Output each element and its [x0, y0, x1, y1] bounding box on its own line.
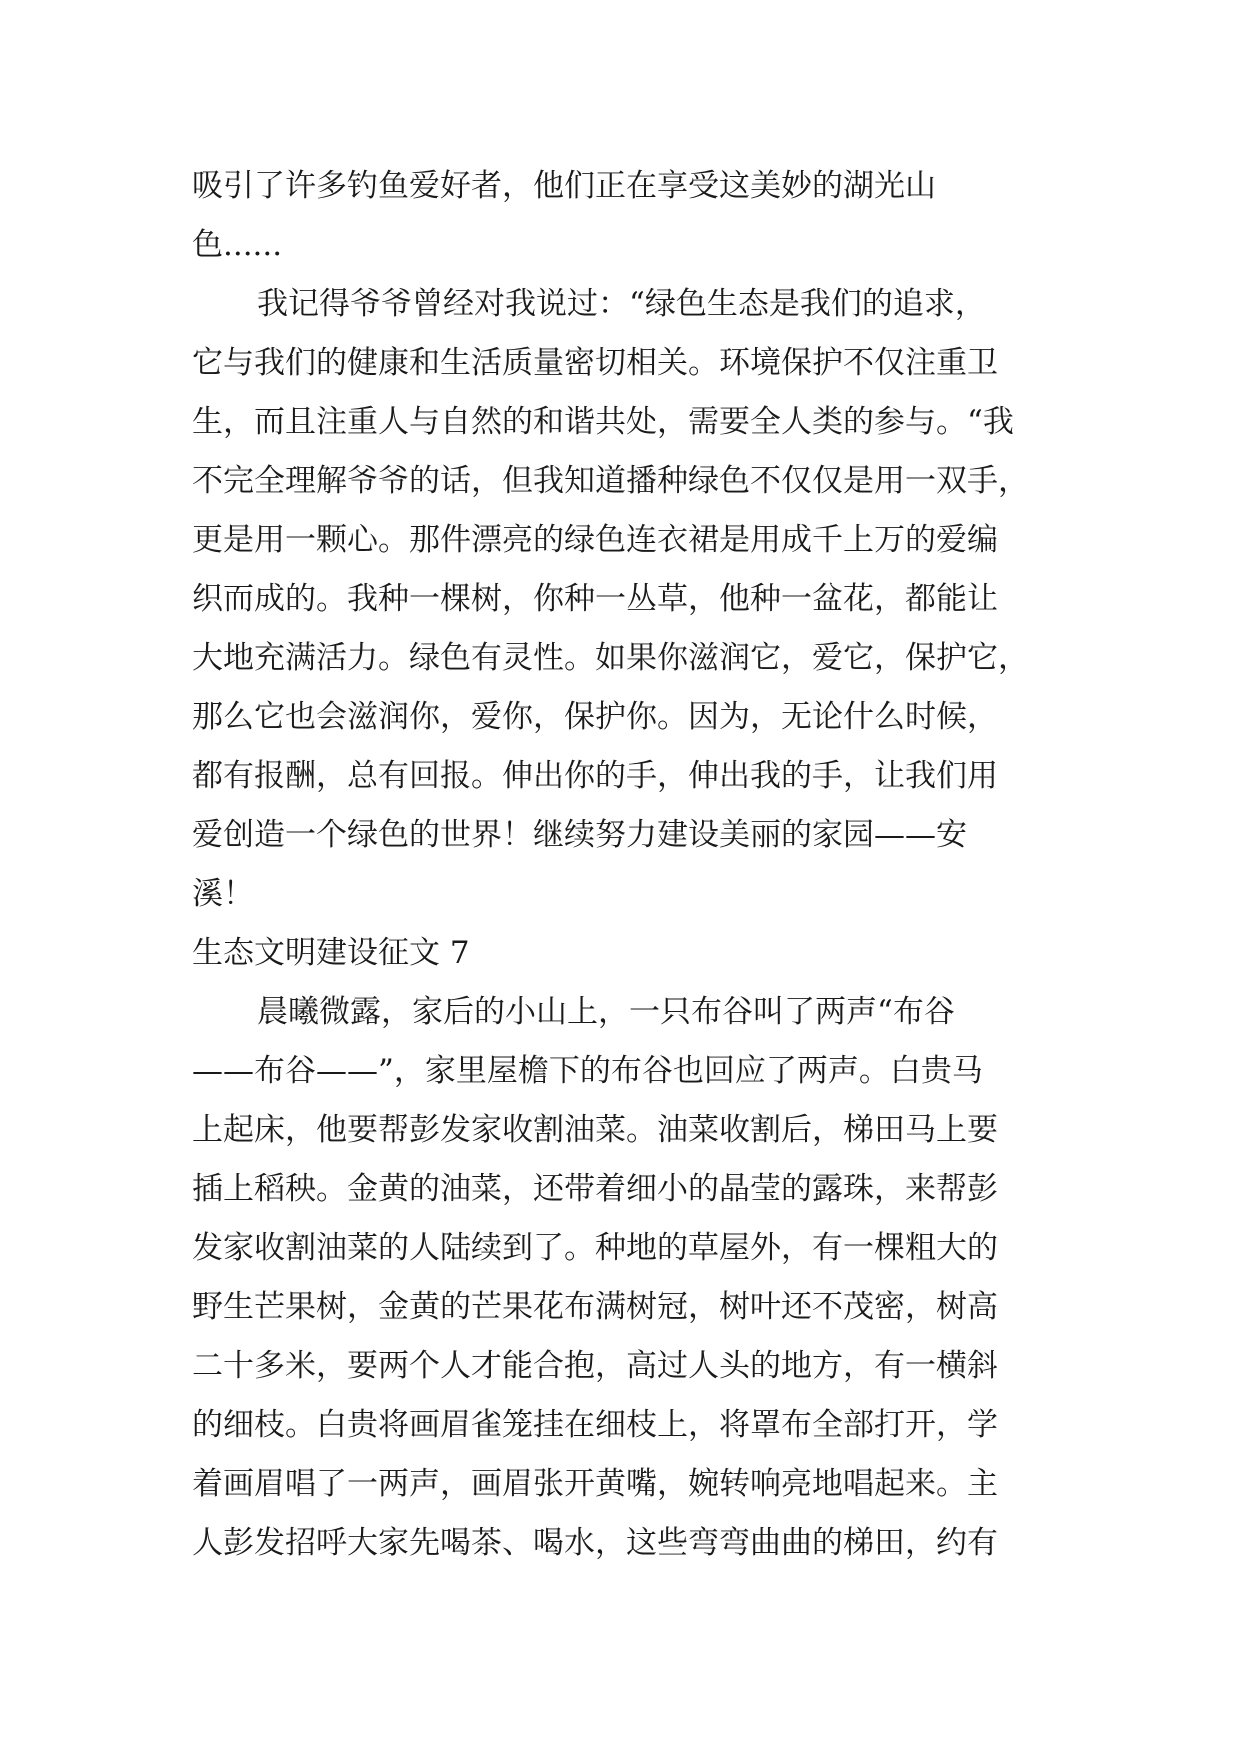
text-line: 野生芒果树，金黄的芒果花布满树冠，树叶还不茂密，树高 — [192, 1289, 998, 1325]
text-line: 大地充满活力。绿色有灵性。如果你滋润它，爱它，保护它， — [192, 640, 1029, 676]
text-line: 着画眉唱了一两声，画眉张开黄嘴，婉转响亮地唱起来。主 — [192, 1466, 998, 1502]
text-line: 织而成的。我种一棵树，你种一丛草，他种一盆花，都能让 — [192, 581, 998, 617]
text-line: 它与我们的健康和生活质量密切相关。环境保护不仅注重卫 — [192, 345, 998, 381]
text-line: 更是用一颗心。那件漂亮的绿色连衣裙是用成千上万的爱编 — [192, 522, 998, 558]
paragraph-start: 晨曦微露，家后的小山上，一只布谷叫了两声“布谷 — [257, 994, 955, 1030]
text-line: 生，而且注重人与自然的和谐共处，需要全人类的参与。“我 — [192, 404, 1014, 440]
text-line: 吸引了许多钓鱼爱好者，他们正在享受这美妙的湖光山 — [192, 168, 936, 204]
text-line: 人彭发招呼大家先喝茶、喝水，这些弯弯曲曲的梯田，约有 — [192, 1525, 998, 1561]
paragraph-start: 我记得爷爷曾经对我说过：“绿色生态是我们的追求， — [257, 286, 986, 322]
text-line: 色...... — [192, 227, 283, 263]
text-line: 溪！ — [192, 876, 254, 912]
text-line: 爱创造一个绿色的世界！继续努力建设美丽的家园——安 — [192, 817, 967, 853]
text-line: 不完全理解爷爷的话，但我知道播种绿色不仅仅是用一双手， — [192, 463, 1029, 499]
text-line: 二十多米，要两个人才能合抱，高过人头的地方，有一横斜 — [192, 1348, 998, 1384]
section-heading: 生态文明建设征文 7 — [192, 935, 470, 971]
text-line: 发家收割油菜的人陆续到了。种地的草屋外，有一棵粗大的 — [192, 1230, 998, 1266]
text-line: 上起床，他要帮彭发家收割油菜。油菜收割后，梯田马上要 — [192, 1112, 998, 1148]
text-line: 那么它也会滋润你，爱你，保护你。因为，无论什么时候， — [192, 699, 998, 735]
text-line: 都有报酬，总有回报。伸出你的手，伸出我的手，让我们用 — [192, 758, 998, 794]
text-line: 的细枝。白贵将画眉雀笼挂在细枝上，将罩布全部打开，学 — [192, 1407, 998, 1443]
text-line: 插上稻秧。金黄的油菜，还带着细小的晶莹的露珠，来帮彭 — [192, 1171, 998, 1207]
text-line: ——布谷——”，家里屋檐下的布谷也回应了两声。白贵马 — [192, 1053, 983, 1089]
